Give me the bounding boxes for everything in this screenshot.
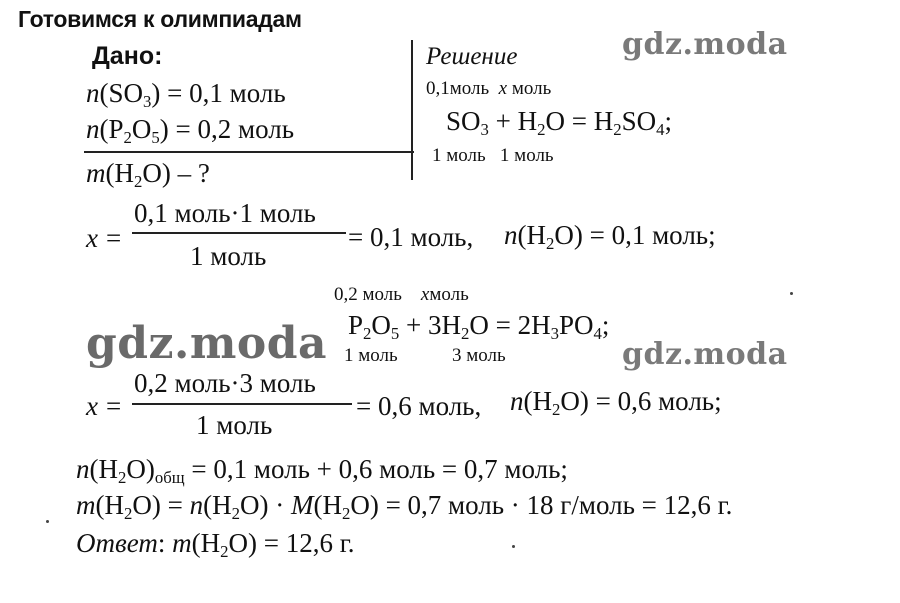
calc2-denominator: 1 моль [196, 410, 273, 440]
calc1-fraction-bar [132, 232, 346, 234]
eq2-bottom-left-label: 1 моль [344, 345, 398, 366]
calc1-eq: = [106, 223, 122, 253]
find-m-h2o: $m(H_2O)$ – ? [86, 158, 210, 192]
calc1-denominator: 1 моль [190, 241, 267, 271]
answer: Ответ: $m(H_2O) = 12,6$ г. [76, 528, 355, 562]
total-n-h2o: $n(H_2O)_{общ} = 0,1$ моль + 0,6 моль = 0,7 моль; [76, 454, 568, 488]
calc2-eq: = [106, 391, 122, 421]
scan-speck [790, 292, 793, 295]
eq1-bottom-labels: 1 моль 1 моль [432, 145, 554, 166]
mass-calculation: $m(H_2O) = n(H_2O) \cdot M(H_2O) = 0,7$ моль · 18 г/моль = 12,6 г. [76, 490, 733, 524]
page-header: Готовимся к олимпиадам [18, 6, 302, 32]
eq2-top-labels: 0,2 моль xмоль [334, 284, 469, 305]
scan-speck [46, 520, 49, 523]
eq2-bottom-right-label: 3 моль [452, 345, 506, 366]
given-divider [84, 151, 414, 153]
calc2-x: x [86, 391, 98, 421]
calc2-result: = 0,6 моль, [356, 391, 482, 421]
vertical-divider [411, 40, 413, 180]
scan-speck [512, 545, 515, 548]
calc2-n-h2o: $n(H_2O) = 0,6$ моль; [510, 386, 722, 420]
watermark: gdz.moda [622, 27, 788, 62]
eq1-top-labels: 0,1моль x моль [426, 78, 552, 99]
given-n-so3: $n(SO_3) = 0,1$ моль [86, 78, 286, 112]
watermark: gdz.moda [86, 318, 328, 369]
calc1-result: = 0,1 моль, [348, 222, 474, 252]
equation-2: $P_2O_5 + 3H_2O = 2H_3PO_4$; [348, 310, 610, 344]
given-title: Дано: [92, 42, 163, 70]
calc1-n-h2o: $n(H_2O) = 0,1$ моль; [504, 220, 716, 254]
calc2-numerator: 0,2 моль·3 моль [134, 368, 316, 398]
given-n-p2o5: $n(P_2O_5) = 0,2$ моль [86, 114, 295, 148]
solution-title: Решение [426, 43, 518, 70]
calc1-numerator: 0,1 моль·1 моль [134, 198, 316, 228]
calc2-fraction-bar [132, 403, 352, 405]
equation-1: $SO_3 + H_2O = H_2SO_4$; [446, 106, 673, 140]
calc1-x: x [86, 223, 98, 253]
watermark: gdz.moda [622, 337, 788, 372]
